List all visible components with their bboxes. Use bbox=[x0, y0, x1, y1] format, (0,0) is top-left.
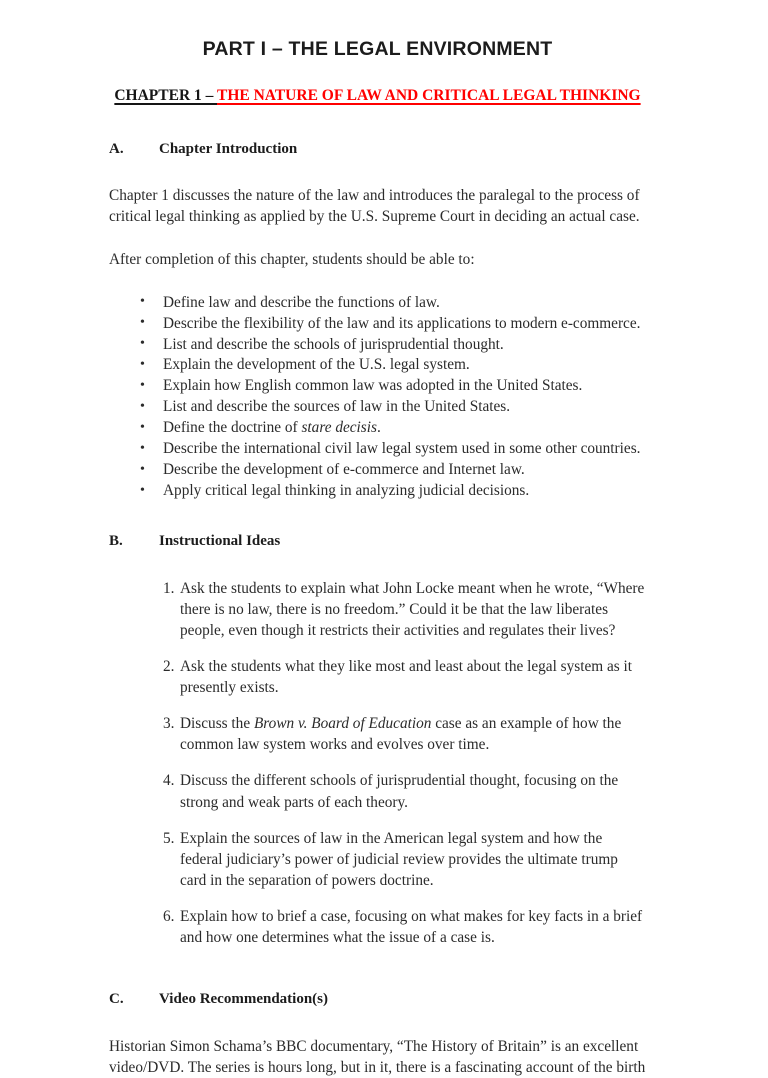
list-item-number: 5. bbox=[163, 829, 175, 847]
document-content bbox=[109, 38, 646, 1078]
list-item bbox=[109, 355, 646, 376]
list-item-text: Describe the development of e-commerce and Internet law. bbox=[163, 461, 525, 479]
section-heading-c bbox=[109, 990, 646, 1010]
list-item bbox=[109, 828, 646, 891]
list-item-number: 2. bbox=[163, 657, 175, 675]
list-item-text-before: Define the doctrine of bbox=[163, 419, 302, 437]
list-item bbox=[109, 906, 646, 948]
bullet-icon: • bbox=[140, 440, 145, 456]
section-label-instructional-ideas: Instructional Ideas bbox=[159, 533, 281, 550]
bullet-icon: • bbox=[140, 336, 145, 351]
bullet-icon: • bbox=[140, 356, 145, 372]
list-item bbox=[109, 418, 646, 439]
section-letter-b: B. bbox=[109, 533, 123, 550]
list-item-number: 3. bbox=[163, 715, 175, 733]
list-item bbox=[109, 376, 646, 397]
section-letter-a: A. bbox=[109, 140, 124, 157]
list-item-number: 6. bbox=[163, 907, 175, 925]
video-recommendation-paragraph: Historian Simon Schama’s BBC documentary, “The History of Britain” is an excellent video/DVD. The series is hours long, but in it, there is a fascinating account of the birth bbox=[109, 1037, 646, 1076]
list-item bbox=[109, 397, 646, 418]
list-item bbox=[109, 460, 646, 481]
list-item bbox=[109, 578, 646, 641]
list-item bbox=[109, 293, 646, 314]
list-item bbox=[109, 481, 646, 502]
list-item bbox=[109, 713, 646, 755]
bullet-icon: • bbox=[140, 482, 145, 498]
list-item-italic-case-name: Brown v. Board of Education bbox=[253, 715, 432, 733]
list-item bbox=[109, 335, 646, 356]
bullet-icon: • bbox=[140, 315, 145, 331]
page-title: PART I – THE LEGAL ENVIRONMENT bbox=[202, 38, 553, 60]
chapter-heading-red-segment: THE NATURE OF LAW AND CRITICAL LEGAL THINKING bbox=[217, 87, 641, 105]
list-item bbox=[109, 439, 646, 460]
list-item-text-after: . bbox=[376, 419, 381, 437]
list-item-number: 4. bbox=[163, 772, 175, 790]
list-item-text: Explain the development of the U.S. legal system. bbox=[163, 356, 470, 374]
bullet-icon: • bbox=[140, 419, 145, 435]
list-item-text-after: case as an example of how the common law system works and evolves over time. bbox=[180, 715, 622, 754]
objectives-lead-in: After completion of this chapter, students should be able to: bbox=[109, 251, 475, 269]
chapter-heading-black-segment: CHAPTER 1 – bbox=[114, 87, 217, 105]
list-item bbox=[109, 656, 646, 698]
section-heading-a bbox=[109, 140, 646, 160]
list-item-italic-term: stare decisis bbox=[301, 419, 377, 437]
section-letter-c: C. bbox=[109, 991, 124, 1008]
list-item-text: List and describe the schools of jurisprudential thought. bbox=[163, 335, 504, 353]
list-item-text-before: Discuss the bbox=[180, 715, 254, 733]
bullet-icon: • bbox=[140, 398, 145, 414]
list-item bbox=[109, 314, 646, 335]
bullet-icon: • bbox=[140, 461, 145, 477]
list-item-text: Apply critical legal thinking in analyzing judicial decisions. bbox=[163, 482, 530, 500]
section-label-chapter-introduction: Chapter Introduction bbox=[159, 140, 298, 157]
list-item-number: 1. bbox=[163, 579, 175, 597]
list-item-text: Explain how English common law was adopted in the United States. bbox=[163, 377, 583, 395]
bullet-icon: • bbox=[140, 377, 145, 393]
chapter-intro-paragraph: Chapter 1 discusses the nature of the law and introduces the paralegal to the process of critical legal thinking as applied by the U.S. Supreme Court in deciding an actual case. bbox=[109, 187, 640, 226]
section-heading-b bbox=[109, 532, 646, 552]
list-item bbox=[109, 770, 646, 812]
list-item-text: Ask the students what they like most and least about the legal system as it presently exists. bbox=[180, 657, 633, 697]
list-item-text: Describe the international civil law legal system used in some other countries. bbox=[163, 440, 641, 458]
list-item-text: Explain the sources of law in the American legal system and how the federal judiciary’s power of judicial review provides the ultimate trump card in the separation of powers doctrine. bbox=[180, 829, 618, 889]
list-item-text: Describe the flexibility of the law and its applications to modern e-commerce. bbox=[163, 314, 641, 332]
instructional-ideas-list bbox=[109, 578, 646, 949]
list-item-text: Explain how to brief a case, focusing on what makes for key facts in a brief and how one determines what the issue of a case is. bbox=[180, 907, 643, 947]
bullet-icon: • bbox=[140, 294, 145, 310]
learning-objectives-list bbox=[109, 293, 646, 503]
list-item-text: Ask the students to explain what John Locke meant when he wrote, “Where there is no law, there is no freedom.” Could it be that the law liberates people, even though it restricts their activities and regulates their lives? bbox=[180, 579, 645, 639]
list-item-text: Discuss the different schools of jurisprudential thought, focusing on the strong and weak parts of each theory. bbox=[180, 772, 619, 811]
list-item-text: Define law and describe the functions of law. bbox=[163, 293, 440, 311]
chapter-heading bbox=[109, 61, 646, 105]
list-item-text: List and describe the sources of law in the United States. bbox=[163, 398, 511, 416]
section-label-video-recommendations: Video Recommendation(s) bbox=[159, 991, 329, 1008]
